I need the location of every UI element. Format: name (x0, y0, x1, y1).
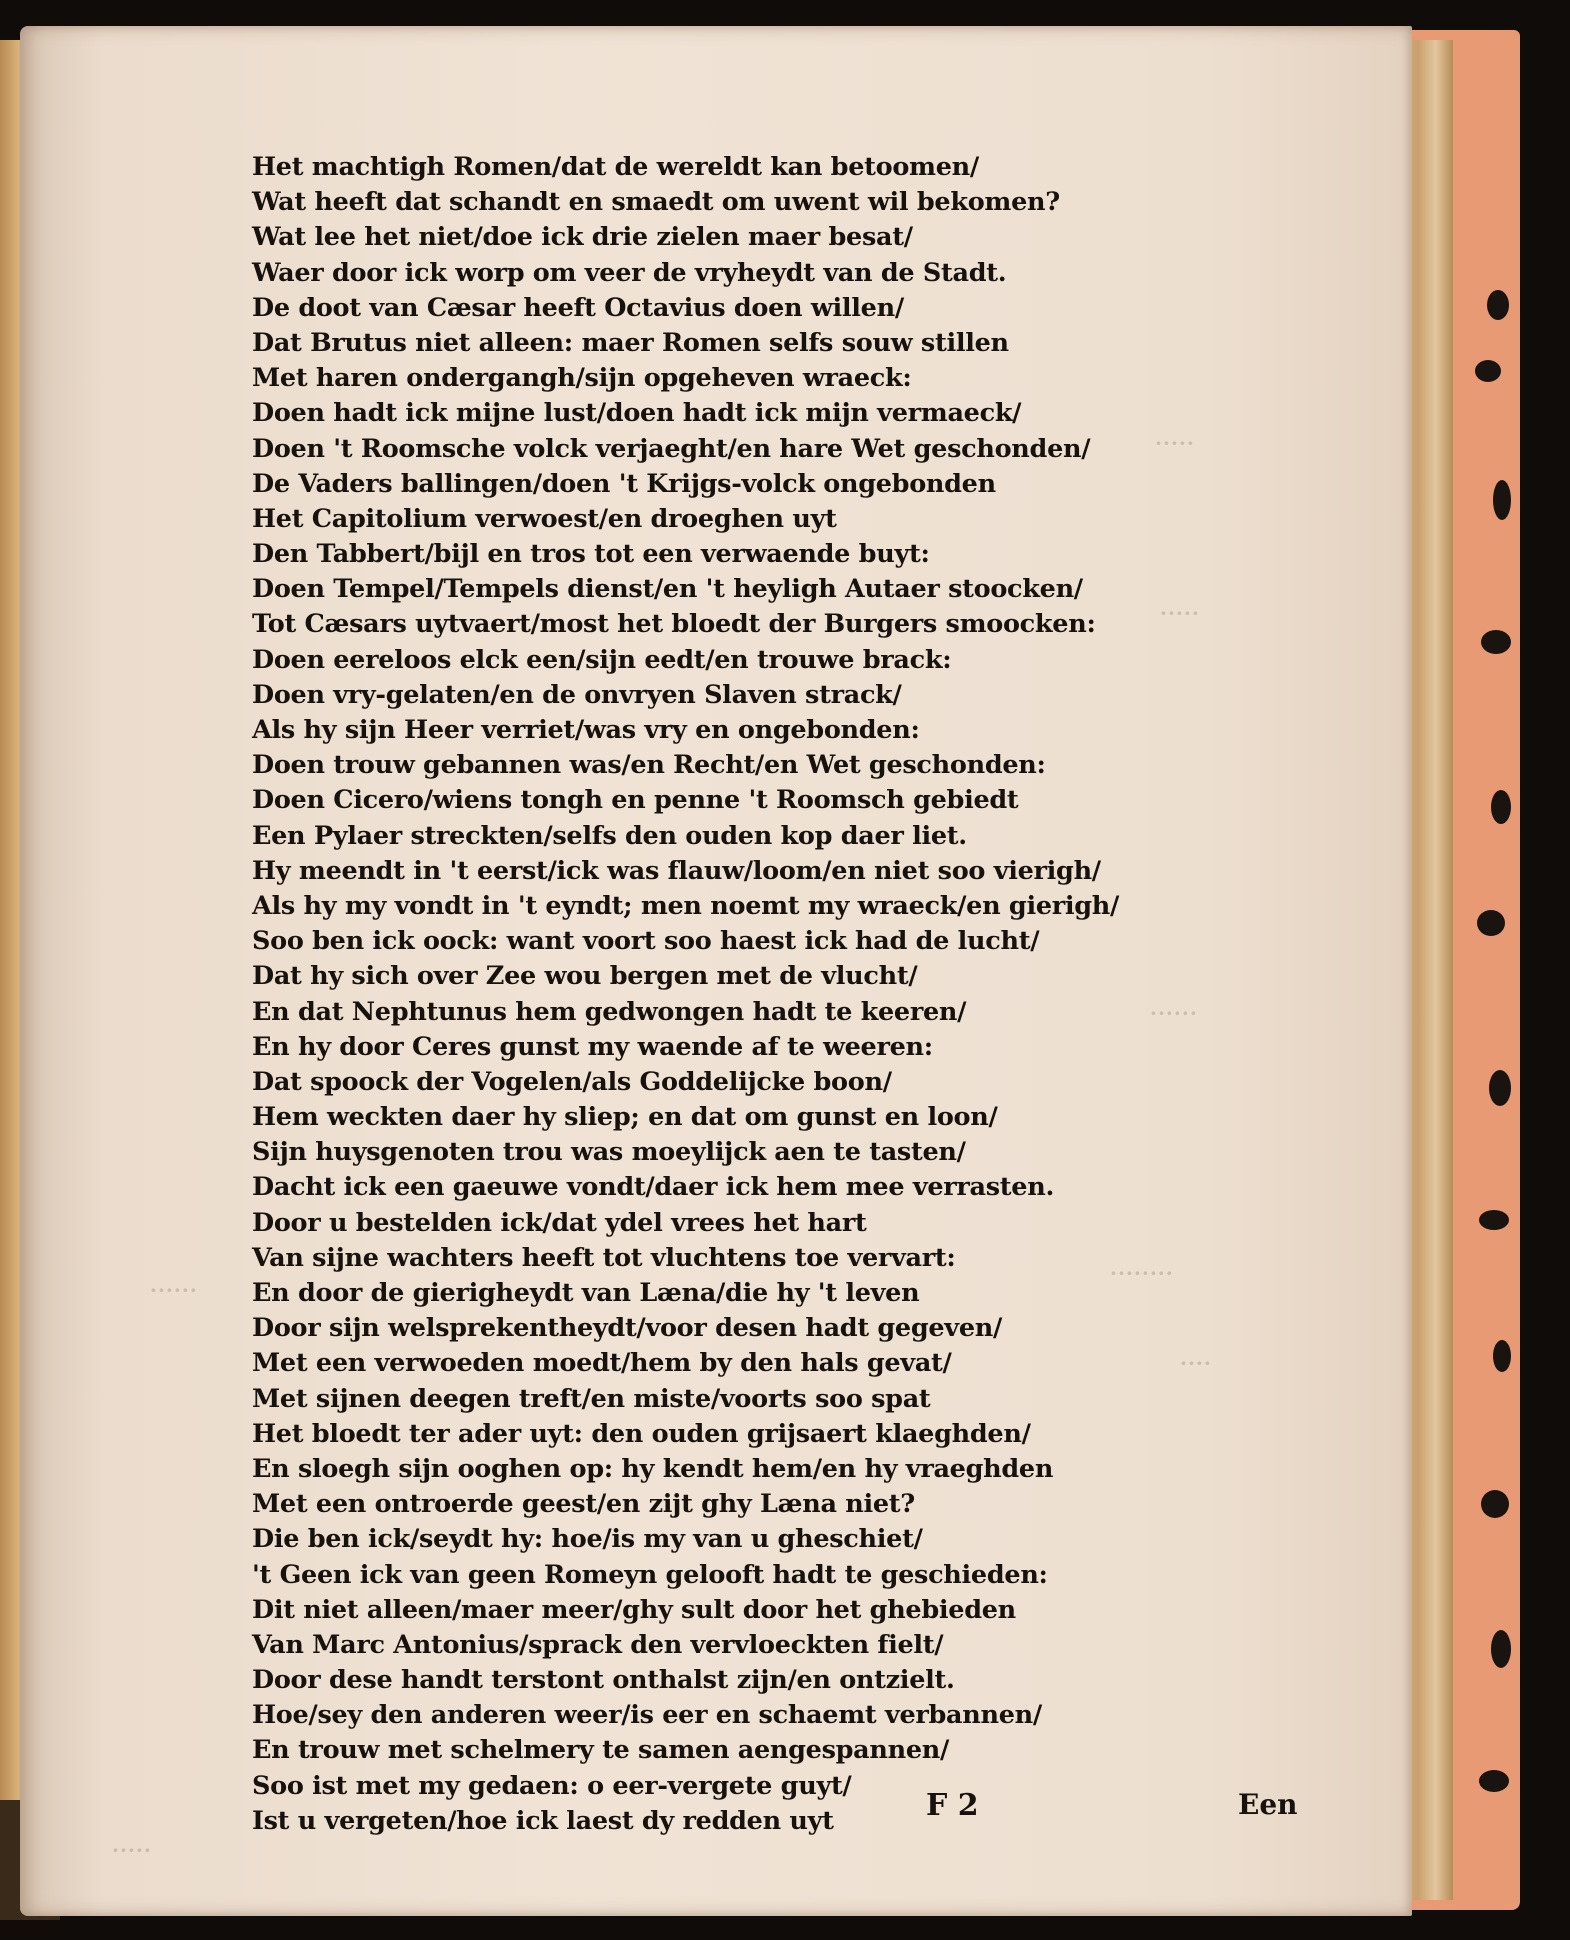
verse-line: Van Marc Antonius/sprack den vervloeckten fielt/ (252, 1629, 944, 1660)
verse-line: Wat lee het niet/doe ick drie zielen maer besat/ (252, 222, 913, 253)
marble-spot (1475, 360, 1501, 382)
marble-spot (1489, 1070, 1511, 1106)
show-through-mark: ···· (1180, 1351, 1212, 1375)
verse-line: Een Pylaer streckten/selfs den ouden kop daer liet. (252, 820, 967, 851)
verse-line: Van sijne wachters heeft tot vluchtens toe vervart: (252, 1242, 956, 1273)
show-through-mark: ····· (1155, 431, 1195, 455)
show-through-mark: ····· (1160, 601, 1200, 625)
marble-spot (1493, 480, 1511, 520)
verse-line: En dat Nephtunus hem gedwongen hadt te keeren/ (252, 996, 967, 1027)
verse-line: Ist u vergeten/hoe ick laest dy redden uyt (252, 1805, 834, 1836)
book-page (20, 26, 1412, 1916)
verse-line: Met sijnen deegen treft/en miste/voorts soo spat (252, 1383, 931, 1414)
marble-spot (1479, 1210, 1509, 1230)
verse-line: Met haren ondergangh/sijn opgeheven wraeck: (252, 363, 912, 394)
verse-line: Waer door ick worp om veer de vryheydt van de Stadt. (252, 257, 1007, 288)
verse-line: Doen Cicero/wiens tongh en penne 't Roomsch gebiedt (252, 785, 1019, 816)
verse-line: Als hy sijn Heer verriet/was vry en ongebonden: (252, 715, 920, 745)
verse-line: Door u bestelden ick/dat ydel vrees het hart (252, 1207, 867, 1238)
marble-spot (1481, 1490, 1509, 1518)
verse-line: Wat heeft dat schandt en smaedt om uwent wil bekomen? (252, 187, 1060, 218)
show-through-mark: ········ (1110, 1261, 1174, 1285)
verse-line: Doen Tempel/Tempels dienst/en 't heyligh Autaer stoocken/ (252, 574, 1083, 605)
verse-line: Het machtigh Romen/dat de wereldt kan betoomen/ (252, 152, 979, 182)
verse-line: Hy meendt in 't eerst/ick was flauw/loom/en niet soo vierigh/ (252, 855, 1101, 886)
catchword: Een (1238, 1788, 1298, 1821)
verse-line: En trouw met schelmery te samen aengespannen/ (252, 1735, 950, 1766)
verse-line: Door sijn welsprekentheydt/voor desen hadt gegeven/ (252, 1313, 1002, 1344)
verse-line: Soo ist met my gedaen: o eer-vergete guyt/ (252, 1770, 852, 1801)
verse-line: De doot van Cæsar heeft Octavius doen willen/ (252, 292, 904, 323)
verse-line: Het Capitolium verwoest/en droeghen uyt (252, 503, 837, 534)
show-through-mark: ····· (112, 1838, 152, 1862)
marble-spot (1477, 910, 1505, 936)
verse-line: En sloegh sijn ooghen op: hy kendt hem/en hy vraeghden (252, 1453, 1054, 1484)
verse-line: Met een verwoeden moedt/hem by den hals gevat/ (252, 1348, 952, 1379)
verse-line: En hy door Ceres gunst my waende af te weeren: (252, 1031, 933, 1062)
verse-line: Soo ben ick oock: want voort soo haest ick had de lucht/ (252, 926, 1040, 957)
verse-line: Dat hy sich over Zee wou bergen met de vlucht/ (252, 961, 918, 992)
show-through-mark: ······ (1150, 1001, 1198, 1025)
verse-line: Dat Brutus niet alleen: maer Romen selfs souw stillen (252, 327, 1009, 358)
verse-line: Als hy my vondt in 't eyndt; men noemt my wraeck/en gierigh/ (252, 890, 1120, 921)
marble-spot (1491, 1630, 1511, 1668)
verse-line: Doen vry-gelaten/en de onvryen Slaven strack/ (252, 679, 902, 710)
verse-line: Doen 't Roomsche volck verjaeght/en hare Wet geschonden/ (252, 433, 1091, 464)
verse-line: Dat spoock der Vogelen/als Goddelijcke boon/ (252, 1066, 892, 1097)
verse-line: Doen eereloos elck een/sijn eedt/en trouwe brack: (252, 644, 952, 675)
verse-line: Doen hadt ick mijne lust/doen hadt ick mijn vermaeck/ (252, 398, 1022, 429)
signature-mark: F 2 (926, 1788, 979, 1823)
verse-line: Met een ontroerde geest/en zijt ghy Læna niet? (252, 1489, 915, 1520)
verse-line: En door de gierigheydt van Læna/die hy 't leven (252, 1278, 920, 1308)
marble-spot (1491, 790, 1511, 824)
verse-line: 't Geen ick van geen Romeyn gelooft hadt te geschieden: (252, 1559, 1048, 1590)
verse-line: Tot Cæsars uytvaert/most het bloedt der Burgers smoocken: (252, 609, 1096, 640)
verse-line: Dit niet alleen/maer meer/ghy sult door het ghebieden (252, 1594, 1016, 1625)
verse-line: Door dese handt terstont onthalst zijn/en ontzielt. (252, 1665, 955, 1696)
marble-spot (1487, 290, 1509, 320)
verse-line: Dacht ick een gaeuwe vondt/daer ick hem mee verrasten. (252, 1172, 1055, 1203)
verse-line: De Vaders ballingen/doen 't Krijgs-volck ongebonden (252, 468, 996, 499)
verse-line: Den Tabbert/bijl en tros tot een verwaende buyt: (252, 539, 930, 570)
marble-spot (1479, 1770, 1509, 1792)
marble-spot (1481, 630, 1511, 654)
marble-spot (1493, 1340, 1511, 1372)
verse-line: Hem weckten daer hy sliep; en dat om gunst en loon/ (252, 1102, 998, 1133)
show-through-mark: ······ (150, 1278, 198, 1302)
verse-line: Hoe/sey den anderen weer/is eer en schaemt verbannen/ (252, 1700, 1042, 1731)
verse-line: Doen trouw gebannen was/en Recht/en Wet geschonden: (252, 750, 1046, 781)
verse-line: Die ben ick/seydt hy: hoe/is my van u gheschiet/ (252, 1524, 923, 1555)
verse-line: Sijn huysgenoten trou was moeylijck aen te tasten/ (252, 1137, 966, 1168)
verse-line: Het bloedt ter ader uyt: den ouden grijsaert klaeghden/ (252, 1418, 1031, 1449)
verse-text-block (252, 150, 1252, 1839)
